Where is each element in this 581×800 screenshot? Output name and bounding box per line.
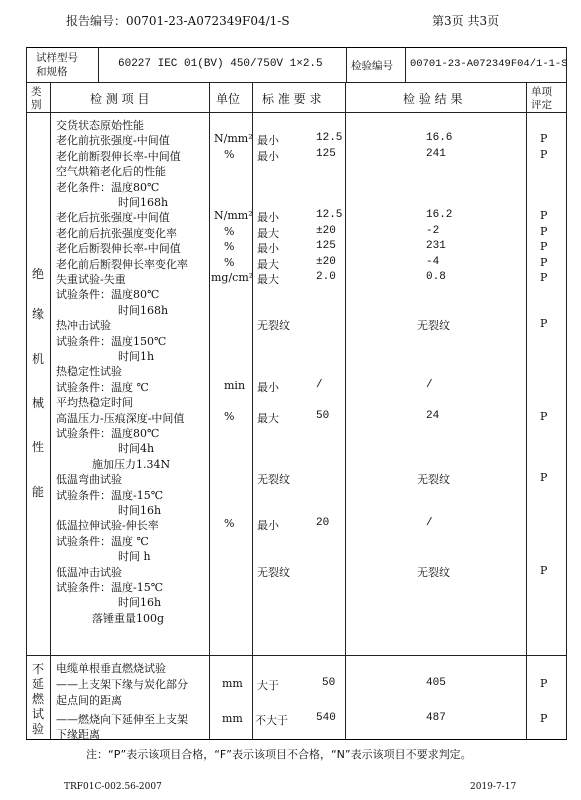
model-label-line1: 试样型号: [36, 52, 78, 64]
row-std-op: 最小: [257, 519, 279, 533]
burn-std-op: 不大于: [255, 714, 288, 727]
burn-item-line: 电缆单根垂直燃烧试验: [56, 662, 166, 675]
col-verdict-line2: 评定: [531, 99, 552, 111]
row-std-op: 最小: [257, 134, 279, 148]
row-result: 无裂纹: [417, 565, 450, 579]
row-result: 16.2: [426, 209, 453, 222]
row-std-op: 最大: [257, 257, 279, 271]
row-item: 低温冲击试验: [56, 565, 122, 579]
burn-item-line: ——燃烧向下延伸至上支架: [56, 713, 188, 726]
row-item: 热稳定性试验: [56, 365, 122, 379]
category-char: 机: [31, 352, 44, 366]
row-result: -2: [426, 224, 440, 237]
burn-verdict: P: [540, 712, 548, 725]
row-item: 落锤重量100g: [92, 611, 165, 625]
row-result: /: [426, 517, 433, 530]
report-number: 报告编号：00701-23-A072349F04/1-S: [66, 14, 290, 28]
row-result: 16.6: [426, 132, 453, 145]
row-unit: %: [224, 255, 235, 269]
row-std-op: 无裂纹: [257, 565, 290, 579]
row-result: -4: [426, 255, 440, 268]
category-char: 能: [31, 485, 44, 499]
col-category-line1: 类: [31, 86, 42, 98]
row-item: 试验条件：温度-15℃: [56, 488, 164, 502]
row-std-value: 2.0: [316, 271, 336, 283]
row-std-value: ±20: [316, 224, 336, 237]
col-unit: 单位: [216, 92, 241, 106]
row-item: 时间16h: [118, 504, 162, 517]
category-char: 不: [31, 662, 44, 676]
row-unit: %: [224, 224, 235, 238]
row-unit: mg/cm²: [211, 271, 254, 284]
row-item: 高温压力-压痕深度-中间值: [56, 411, 185, 425]
col-result: 检 验 结 果: [403, 92, 463, 106]
row-item: 失重试验-失重: [56, 273, 126, 286]
row-item: 时间168h: [118, 303, 169, 317]
row-std-op: 最大: [257, 411, 279, 425]
row-unit: min: [224, 378, 246, 392]
row-verdict: P: [540, 132, 548, 146]
row-result: /: [426, 378, 433, 391]
row-std-value: 125: [316, 240, 336, 253]
row-item: 时间168h: [118, 196, 169, 209]
row-item: 交货状态原始性能: [56, 119, 144, 132]
burn-unit: mm: [222, 677, 243, 690]
row-item: 试验条件：温度 ℃: [56, 534, 149, 548]
burn-std-op: 大于: [257, 679, 279, 692]
row-item: 施加压力1.34N: [92, 457, 171, 471]
row-std-value: 50: [316, 409, 330, 422]
row-item: 试验条件：温度150℃: [56, 334, 167, 348]
row-unit: N/mm²: [214, 132, 253, 146]
test-no-value: 00701-23-A072349F04/1-1-S: [410, 58, 568, 70]
footnote: 注：“P”表示该项目合格，“F”表示该项目不合格，“N”表示该项目不要求判定。: [86, 748, 472, 761]
row-item: 低温弯曲试验: [56, 473, 122, 487]
row-item: 试验条件：温度80℃: [56, 288, 160, 302]
row-verdict: P: [540, 209, 548, 223]
col-standard: 标 准 要 求: [262, 92, 322, 106]
row-std-op: 最小: [257, 211, 279, 225]
burn-result: 405: [426, 677, 446, 689]
row-verdict: P: [540, 224, 548, 238]
form-number: TRF01C-002.56-2007: [64, 782, 162, 792]
burn-unit: mm: [222, 712, 243, 725]
col-item: 检 测 项 目: [90, 92, 150, 106]
model-value: 60227 IEC 01(BV) 450/750V 1×2.5: [118, 58, 323, 70]
row-std-value: ±20: [316, 255, 336, 268]
row-std-value: /: [316, 378, 323, 391]
row-result: 无裂纹: [417, 319, 450, 333]
row-std-value: 12.5: [316, 132, 343, 145]
col-verdict-line1: 单项: [531, 86, 552, 98]
test-no-label: 检验编号: [351, 60, 393, 72]
burn-item-line: ——上支架下缘与炭化部分: [56, 678, 188, 691]
page-indicator: 第3页 共3页: [432, 14, 500, 28]
row-std-op: 最小: [257, 149, 279, 163]
row-item: 老化后抗张强度-中间值: [56, 211, 170, 225]
row-item: 低温拉伸试验-伸长率: [56, 519, 159, 533]
row-std-op: 无裂纹: [257, 319, 290, 333]
row-item: 试验条件：温度80℃: [56, 427, 160, 440]
category-char: 性: [31, 440, 44, 454]
row-std-op: 无裂纹: [257, 473, 290, 487]
row-unit: N/mm²: [214, 209, 253, 223]
row-unit: %: [224, 409, 235, 423]
category-char: 缘: [31, 307, 44, 321]
category-char: 燃: [31, 692, 44, 706]
category-char: 验: [31, 722, 44, 736]
category-char: 延: [31, 677, 44, 691]
row-verdict: P: [540, 563, 548, 577]
row-std-op: 最小: [257, 380, 279, 394]
row-item: 时间16h: [118, 596, 162, 610]
row-item: 时间 h: [118, 550, 151, 564]
row-result: 231: [426, 240, 446, 253]
row-item: 老化前抗张强度-中间值: [56, 134, 170, 148]
row-verdict: P: [540, 271, 548, 284]
row-unit: %: [224, 517, 235, 531]
category-char: 械: [31, 396, 44, 410]
row-result: 0.8: [426, 271, 446, 283]
burn-verdict: P: [540, 677, 548, 690]
row-item: 时间4h: [118, 442, 155, 456]
row-unit: %: [224, 240, 235, 254]
row-result: 241: [426, 147, 446, 160]
col-category-line2: 别: [31, 99, 42, 111]
row-item: 老化前后断裂伸长率变化率: [56, 257, 188, 271]
row-unit: %: [224, 147, 235, 161]
row-item: 试验条件：温度 ℃: [56, 380, 149, 394]
row-verdict: P: [540, 255, 548, 269]
row-item: 热冲击试验: [56, 319, 111, 333]
row-std-value: 12.5: [316, 209, 343, 222]
row-item: 空气烘箱老化后的性能: [56, 165, 166, 179]
row-verdict: P: [540, 409, 548, 423]
row-result: 无裂纹: [417, 473, 450, 487]
model-label-line2: 和规格: [36, 66, 68, 78]
row-std-op: 最大: [257, 226, 279, 240]
row-item: 老化前后抗张强度变化率: [56, 226, 177, 240]
row-std-value: 125: [316, 147, 336, 160]
row-item: 老化后断裂伸长率-中间值: [56, 242, 181, 256]
burn-std-value: 540: [316, 712, 336, 724]
row-result: 24: [426, 409, 440, 422]
row-verdict: P: [540, 240, 548, 254]
burn-item-line: 下缘距离: [56, 728, 100, 741]
row-item: 时间1h: [118, 350, 155, 363]
category-char: 绝: [31, 267, 44, 281]
burn-result: 487: [426, 712, 446, 724]
issue-date: 2019-7-17: [470, 782, 517, 792]
row-std-op: 最大: [257, 273, 279, 286]
row-item: 老化前断裂伸长率-中间值: [56, 149, 181, 163]
row-verdict: P: [540, 471, 548, 485]
row-std-op: 最小: [257, 242, 279, 256]
row-verdict: P: [540, 317, 548, 331]
row-std-value: 20: [316, 517, 330, 530]
burn-item-line: 起点间的距离: [56, 694, 122, 707]
burn-std-value: 50: [322, 677, 336, 689]
row-verdict: P: [540, 147, 548, 161]
row-item: 平均热稳定时间: [56, 396, 133, 410]
category-char: 试: [31, 707, 44, 721]
row-item: 试验条件：温度-15℃: [56, 581, 164, 594]
row-item: 老化条件：温度80℃: [56, 180, 160, 194]
